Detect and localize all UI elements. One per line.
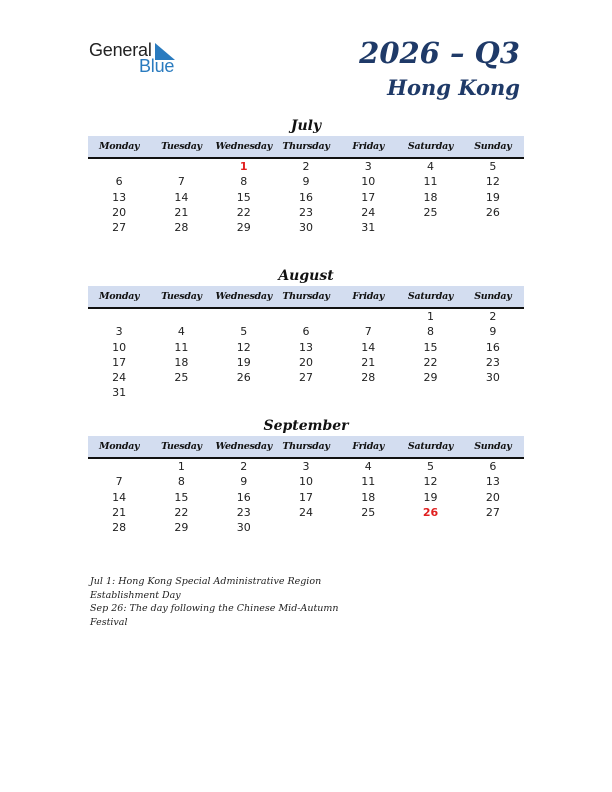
week-row xyxy=(88,174,524,189)
day-cell: 4 xyxy=(177,325,185,339)
weekday-label: Tuesday xyxy=(161,441,202,452)
day-cell xyxy=(88,309,150,324)
day-cell: 24 xyxy=(112,371,127,385)
day-cell: 7 xyxy=(115,475,123,489)
weekday-label: Friday xyxy=(352,291,385,302)
day-cell: 10 xyxy=(361,175,376,189)
day-cell: 29 xyxy=(423,371,438,385)
day-cell xyxy=(150,159,212,174)
day-cell: 19 xyxy=(236,355,251,369)
day-cell: 27 xyxy=(485,505,500,519)
day-cell: 9 xyxy=(489,325,497,339)
day-cell: 26 xyxy=(422,505,439,519)
week-row xyxy=(88,159,524,174)
day-cell: 18 xyxy=(174,355,189,369)
weekday-label: Saturday xyxy=(407,291,454,302)
day-cell: 12 xyxy=(423,475,438,489)
day-cell: 25 xyxy=(174,371,189,385)
day-cell: 3 xyxy=(302,460,310,473)
region-title: Hong Kong xyxy=(387,75,520,100)
day-cell xyxy=(337,520,399,535)
day-cell: 18 xyxy=(361,490,376,504)
day-cell: 1 xyxy=(239,160,248,173)
week-row xyxy=(88,459,524,474)
day-cell: 30 xyxy=(485,371,500,385)
weekday-label: Saturday xyxy=(407,441,454,452)
day-cell: 12 xyxy=(485,175,500,189)
day-cell: 13 xyxy=(112,190,127,204)
week-row xyxy=(88,490,524,505)
day-cell: 4 xyxy=(427,160,435,173)
day-cell: 7 xyxy=(177,175,185,189)
day-cell: 15 xyxy=(236,190,251,204)
day-cell: 31 xyxy=(361,221,376,235)
day-cell: 22 xyxy=(423,355,438,369)
day-cell: 27 xyxy=(112,221,127,235)
day-cell: 3 xyxy=(115,325,123,339)
day-cell: 13 xyxy=(298,340,313,354)
day-cell: 31 xyxy=(112,386,127,400)
note-line: Establishment Day xyxy=(90,589,181,601)
day-cell: 23 xyxy=(236,505,251,519)
day-cell: 28 xyxy=(361,371,376,385)
week-row xyxy=(88,324,524,339)
weekday-label: Thursday xyxy=(282,441,330,452)
weekday-label: Tuesday xyxy=(161,141,202,152)
weekday-label: Thursday xyxy=(282,291,330,302)
day-cell: 22 xyxy=(236,205,251,219)
note-line: Festival xyxy=(90,616,128,628)
day-cell xyxy=(337,385,399,400)
holiday-notes xyxy=(90,575,350,629)
day-cell: 14 xyxy=(361,340,376,354)
day-cell: 14 xyxy=(112,490,127,504)
day-cell xyxy=(462,520,524,535)
day-cell: 17 xyxy=(361,190,376,204)
month-september xyxy=(88,416,524,535)
logo xyxy=(89,40,189,76)
logo-text-general: General xyxy=(89,40,152,60)
day-cell: 13 xyxy=(485,475,500,489)
week-row xyxy=(88,385,524,400)
day-cell: 6 xyxy=(489,460,497,473)
day-cell: 16 xyxy=(298,190,313,204)
weekday-label: Monday xyxy=(99,141,140,152)
week-row xyxy=(88,309,524,324)
day-cell xyxy=(399,385,461,400)
day-cell: 10 xyxy=(112,340,127,354)
day-cell: 26 xyxy=(485,205,500,219)
day-cell: 3 xyxy=(364,160,372,173)
day-cell xyxy=(462,385,524,400)
day-cell xyxy=(150,385,212,400)
weekday-header xyxy=(88,436,524,459)
day-cell: 6 xyxy=(115,175,123,189)
day-cell xyxy=(462,220,524,235)
weekday-label: Thursday xyxy=(282,141,330,152)
day-cell xyxy=(213,309,275,324)
month-july xyxy=(88,116,524,235)
day-cell: 15 xyxy=(423,340,438,354)
weekday-label: Wednesday xyxy=(215,441,272,452)
day-cell: 30 xyxy=(236,521,251,535)
weekday-label: Friday xyxy=(352,441,385,452)
day-cell: 8 xyxy=(427,325,435,339)
day-cell: 21 xyxy=(361,355,376,369)
month-august xyxy=(88,266,524,401)
day-cell: 24 xyxy=(298,505,313,519)
day-cell: 8 xyxy=(240,175,248,189)
day-cell xyxy=(399,520,461,535)
day-cell xyxy=(88,459,150,474)
week-row xyxy=(88,505,524,520)
day-cell xyxy=(275,385,337,400)
weekday-label: Sunday xyxy=(474,441,512,452)
month-name: August xyxy=(278,268,334,284)
day-cell: 8 xyxy=(177,475,185,489)
day-cell: 4 xyxy=(364,460,372,473)
day-cell: 17 xyxy=(298,490,313,504)
page-title: 2026 – Q3 xyxy=(359,36,520,70)
day-cell: 15 xyxy=(174,490,189,504)
day-cell: 20 xyxy=(112,205,127,219)
day-cell: 30 xyxy=(298,221,313,235)
month-name: July xyxy=(290,118,322,134)
day-cell: 21 xyxy=(174,205,189,219)
day-cell: 16 xyxy=(236,490,251,504)
day-cell: 2 xyxy=(489,310,497,323)
weekday-label: Sunday xyxy=(474,291,512,302)
day-cell: 25 xyxy=(423,205,438,219)
day-cell: 26 xyxy=(236,371,251,385)
day-cell xyxy=(337,309,399,324)
day-cell: 17 xyxy=(112,355,127,369)
day-cell: 11 xyxy=(174,340,189,354)
week-row xyxy=(88,190,524,205)
day-cell: 10 xyxy=(298,475,313,489)
day-cell: 18 xyxy=(423,190,438,204)
day-cell xyxy=(399,220,461,235)
day-cell: 28 xyxy=(112,521,127,535)
note-line: Jul 1: Hong Kong Special Administrative Region xyxy=(90,576,322,587)
day-cell xyxy=(213,385,275,400)
day-cell: 21 xyxy=(112,505,127,519)
day-cell: 9 xyxy=(240,475,248,489)
weekday-label: Wednesday xyxy=(215,141,272,152)
month-name: September xyxy=(263,418,349,434)
weekday-label: Monday xyxy=(99,291,140,302)
logo-text-blue: Blue xyxy=(139,56,175,76)
day-cell: 29 xyxy=(236,221,251,235)
day-cell: 29 xyxy=(174,521,189,535)
day-cell: 23 xyxy=(485,355,500,369)
day-cell: 12 xyxy=(236,340,251,354)
day-cell: 2 xyxy=(302,160,310,173)
day-cell: 5 xyxy=(240,325,248,339)
weekday-label: Saturday xyxy=(407,141,454,152)
day-cell: 11 xyxy=(423,175,438,189)
weekday-header xyxy=(88,286,524,309)
day-cell: 7 xyxy=(364,325,372,339)
day-cell: 25 xyxy=(361,505,376,519)
day-cell: 1 xyxy=(177,460,185,473)
day-cell: 19 xyxy=(423,490,438,504)
weekday-label: Tuesday xyxy=(161,291,202,302)
day-cell: 27 xyxy=(298,371,313,385)
weekday-header xyxy=(88,136,524,159)
week-row xyxy=(88,355,524,370)
week-row xyxy=(88,340,524,355)
note-line: Sep 26: The day following the Chinese Mid-Autumn xyxy=(90,603,339,614)
day-cell: 20 xyxy=(298,355,313,369)
day-cell xyxy=(150,309,212,324)
day-cell: 22 xyxy=(174,505,189,519)
day-cell: 16 xyxy=(485,340,500,354)
week-row xyxy=(88,520,524,535)
day-cell: 19 xyxy=(485,190,500,204)
day-cell: 23 xyxy=(298,205,313,219)
day-cell: 9 xyxy=(302,175,310,189)
day-cell: 5 xyxy=(489,160,497,173)
day-cell: 11 xyxy=(361,475,376,489)
day-cell: 2 xyxy=(240,460,248,473)
weekday-label: Friday xyxy=(352,141,385,152)
week-row xyxy=(88,205,524,220)
day-cell: 14 xyxy=(174,190,189,204)
day-cell: 20 xyxy=(485,490,500,504)
week-row xyxy=(88,220,524,235)
day-cell xyxy=(275,309,337,324)
day-cell: 24 xyxy=(361,205,376,219)
week-row xyxy=(88,474,524,489)
day-cell: 28 xyxy=(174,221,189,235)
week-row xyxy=(88,370,524,385)
day-cell: 1 xyxy=(427,310,435,323)
weekday-label: Monday xyxy=(99,441,140,452)
day-cell xyxy=(88,159,150,174)
day-cell: 6 xyxy=(302,325,310,339)
weekday-label: Wednesday xyxy=(215,291,272,302)
day-cell xyxy=(275,520,337,535)
day-cell: 5 xyxy=(427,460,435,473)
weekday-label: Sunday xyxy=(474,141,512,152)
